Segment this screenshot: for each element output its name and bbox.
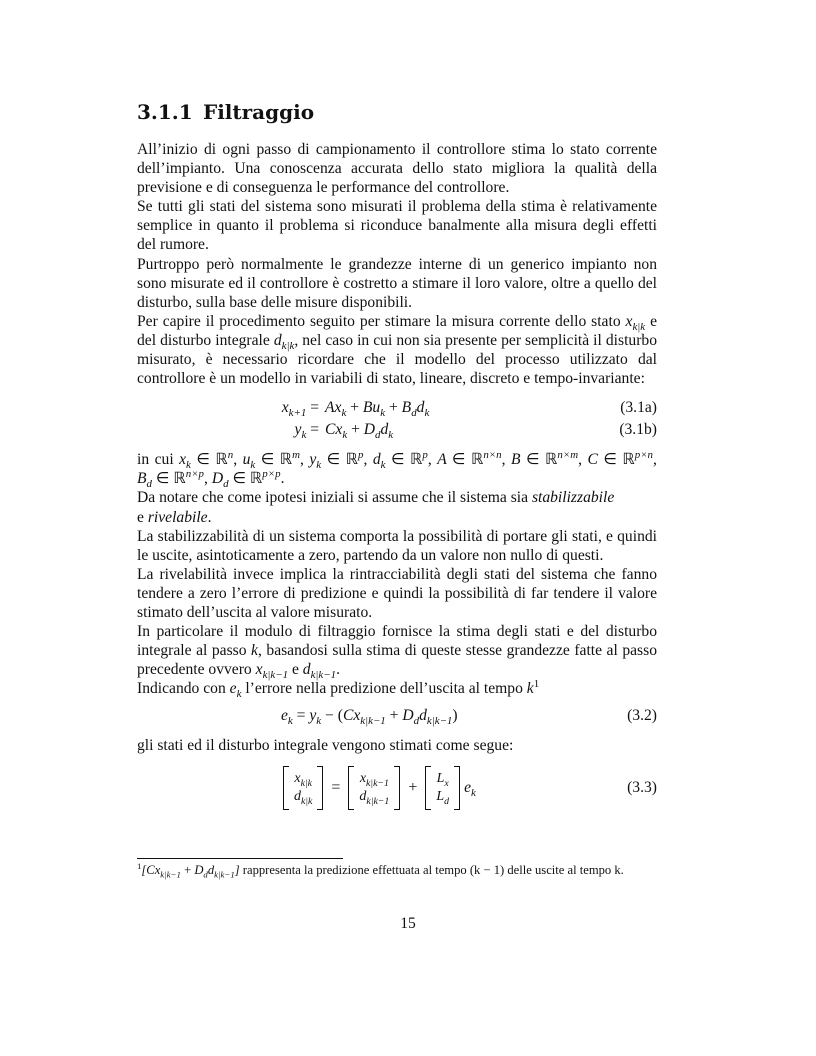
page-number: 15 — [400, 915, 416, 932]
equation-3-1a: $x_{k+1}$ = $Ax_k + Bu_k + B_dd_k$ (3.1a) — [281, 399, 657, 420]
section-number: 3.1.1 — [137, 100, 193, 124]
paragraph-1: All’inizio di ogni passo di campionamento il controllore stima lo stato corrente dell’impianto. Una conoscenza accurata dello stato migliora la qualità della previsione e di conseguenza le performance del controllore. — [137, 141, 657, 197]
paragraph-5: in cui $x_k$ ∈ ℝ$^n$, $u_k$ ∈ ℝ$^m$, $y_k$ ∈ ℝ$^p$, $d_k$ ∈ ℝ$^p$, A ∈ ℝ$^{n\times n}$, B ∈ ℝ$^{n\times m}$, C ∈ ℝ$^{p\times n}$, $B_d$ ∈ ℝ$^{n\times p}$, $D_d$ ∈ ℝ$^{p\times p}$. — [137, 449, 657, 491]
paragraph-2: Se tutti gli stati del sistema sono misurati il problema della stima è relativamente semplice in quanto il problema si riconduce banalmente alla misura degli effetti del rumore. — [137, 198, 657, 254]
paragraph-6: Da notare che come ipotesi iniziali si assume che il sistema sia stabilizzabile e rivelabile. — [137, 489, 615, 526]
section-heading — [137, 100, 314, 124]
equation-number: (3.2) — [627, 707, 657, 725]
body-text — [137, 140, 657, 816]
math-dkk: $d_{k|k}$ — [273, 331, 295, 353]
math-xkk: $x_{k|k}$ — [625, 312, 646, 333]
paragraph-3: Purtroppo però normalmente le grandezze interne di un generico impianto non sono misurate ed il controllore è costretto a stimare il loro valore, oltre a quello del disturbo, sulla base delle misure disponibili. — [137, 255, 657, 311]
equation-3-1b: $y_k$ = $Cx_k + D_dd_k$ (3.1b) — [294, 421, 657, 442]
paragraph-11: gli stati ed il disturbo integrale vengono stimati come segue: — [137, 737, 514, 755]
paragraph-10: Indicando con $e_k$ l’errore nella predizione dell’uscita al tempo $k^1$ — [137, 678, 540, 701]
footnote: $^1[Cx_{k|k-1} + D_dd_{k|k-1}]$ rappresenta la predizione effettuata al tempo (k − 1) delle uscite al tempo k. — [137, 860, 624, 880]
footnote-text: rappresenta la predizione effettuata al tempo (k − 1) delle uscite al tempo k. — [242, 863, 624, 877]
footnote-divider — [137, 858, 343, 859]
paragraph-7: La stabilizzabilità di un sistema comporta la possibilità di portare gli stati, e quindi le uscite, asintoticamente a zero, partendo da un valore non nullo di questi. — [137, 527, 657, 564]
paragraph-8: La rivelabilità invece implica la rintracciabilità degli stati del sistema che fanno tendere a zero l’errore di predizione e quindi la possibilità di far tendere il valore stimato dell’uscita al valore misurato. — [137, 565, 657, 621]
footnote-mark: 1 — [137, 860, 142, 871]
equation-number: (3.1a) — [620, 399, 657, 417]
equation-3-3: $x_{k|k}$ $d_{k|k}$ = $x_{k|k-1}$ $d_{k|k-1}$ + $L_x$ $L_d$ $e_k$ (3.3) — [137, 764, 657, 816]
section-title: Filtraggio — [203, 100, 315, 124]
paragraph-9: In particolare il modulo di filtraggio fornisce la stima degli stati e del disturbo integrale al passo k, basandosi sulla stima di queste stesse grandezze fatte al passo precedente ovvero $x_{k|k-1}$ e $d_{k|k-1}$. — [137, 623, 657, 682]
equation-number: (3.3) — [627, 778, 657, 796]
equation-number: (3.1b) — [619, 421, 657, 439]
footnote-ref: 1 — [533, 678, 540, 691]
equation-3-2: $e_k = y_k - (Cx_{k|k-1} + D_dd_{k|k-1})$ (3.2) — [281, 707, 657, 728]
paragraph-4: Per capire il procedimento seguito per stimare la misura corrente dello stato $x_{k|k}$ e del disturbo integrale $d_{k|k}$, nel caso in cui non sia presente per semplicità il disturbo misurato, è necessario ricordare che il modello del processo utilizzato dal controllore è un modello in variabili di stato, lineare, discreto e tempo-invariante: — [137, 312, 657, 388]
